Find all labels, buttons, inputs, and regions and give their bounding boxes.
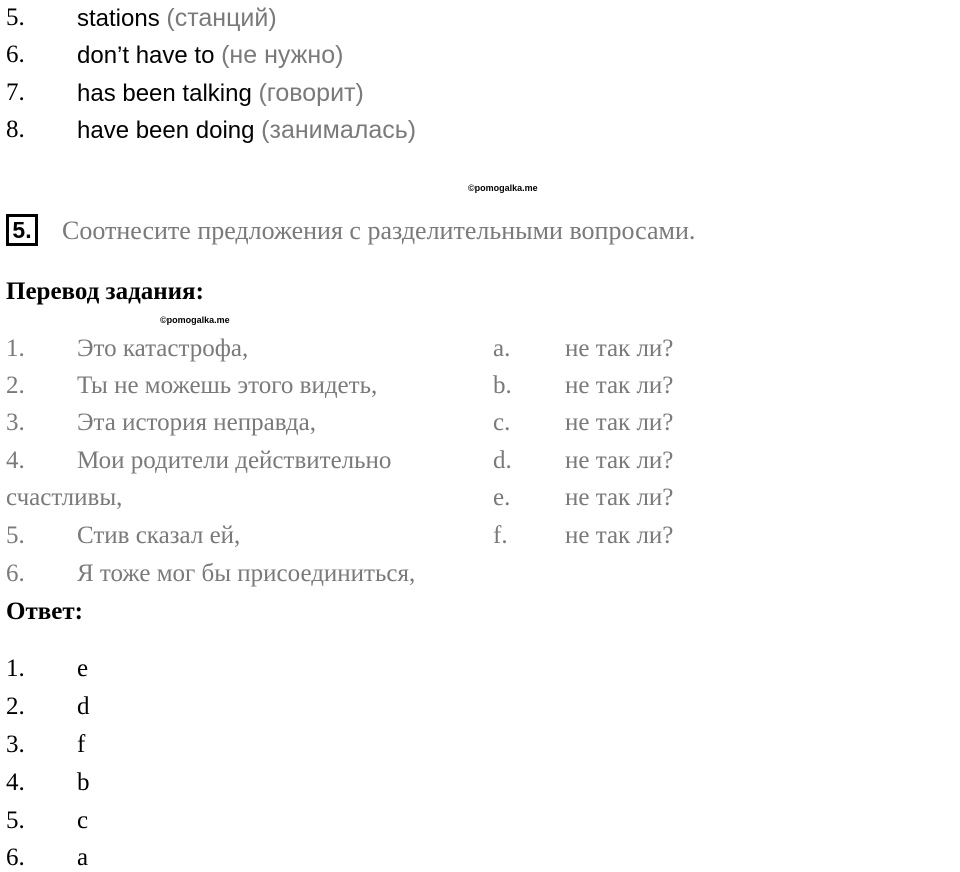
top-list-number: 5. <box>6 4 25 31</box>
sentence-text: Я тоже мог бы присоединиться, <box>77 560 416 587</box>
tag-letter: a. <box>493 335 511 362</box>
english-text: stations <box>77 5 160 32</box>
tag-text: не так ли? <box>565 409 674 436</box>
tag-letter: c. <box>493 409 511 436</box>
sentence-number: 3. <box>6 409 25 436</box>
watermark: ©pomogalka.me <box>160 315 230 325</box>
russian-translation: (говорит) <box>258 79 364 107</box>
sentence-text-continued: счастливы, <box>6 484 123 511</box>
watermark: ©pomogalka.me <box>468 183 538 193</box>
top-list-english <box>77 116 416 145</box>
top-list-number: 7. <box>6 79 25 106</box>
sentence-text: Мои родители действительно <box>77 447 392 474</box>
exercise-instruction: Соотнесите предложения с разделительными вопросами. <box>62 216 696 245</box>
tag-letter: f. <box>493 522 508 549</box>
answer-letter: e <box>77 655 89 682</box>
sentence-text: Эта история неправда, <box>77 409 316 436</box>
tag-text: не так ли? <box>565 447 674 474</box>
sentence-text: Ты не можешь этого видеть, <box>77 372 378 399</box>
answer-number: 6. <box>6 844 25 871</box>
answer-number: 4. <box>6 769 25 796</box>
tag-text: не так ли? <box>565 372 674 399</box>
russian-translation: (не нужно) <box>221 41 344 69</box>
sentence-number: 2. <box>6 372 25 399</box>
sentence-number: 1. <box>6 335 25 362</box>
sentence-text: Стив сказал ей, <box>77 522 241 549</box>
russian-translation: (станций) <box>166 4 277 32</box>
tag-letter: d. <box>493 447 512 474</box>
english-text: don’t have to <box>77 42 215 69</box>
tag-letter: e. <box>493 484 511 511</box>
answer-letter: f <box>77 731 86 758</box>
tag-letter: b. <box>493 372 512 399</box>
sentence-number: 6. <box>6 560 25 587</box>
answer-letter: b <box>77 769 90 796</box>
sentence-number: 5. <box>6 522 25 549</box>
top-list-english <box>77 79 364 108</box>
answer-letter: a <box>77 844 89 871</box>
tag-text: не так ли? <box>565 484 674 511</box>
english-text: has been talking <box>77 80 252 107</box>
answer-letter: d <box>77 693 90 720</box>
russian-translation: (занималась) <box>261 116 417 144</box>
answer-number: 1. <box>6 655 25 682</box>
answer-letter: c <box>77 807 89 834</box>
answer-number: 3. <box>6 731 25 758</box>
exercise-number-box: 5. <box>6 214 38 246</box>
answer-number: 5. <box>6 807 25 834</box>
sentence-number: 4. <box>6 447 25 474</box>
tag-text: не так ли? <box>565 335 674 362</box>
answer-number: 2. <box>6 693 25 720</box>
top-list-english <box>77 4 277 33</box>
english-text: have been doing <box>77 117 255 144</box>
sentence-text: Это катастрофа, <box>77 335 249 362</box>
translation-heading: Перевод задания: <box>6 278 204 305</box>
answer-heading: Ответ: <box>6 598 83 625</box>
top-list-number: 8. <box>6 116 25 143</box>
top-list-number: 6. <box>6 41 25 68</box>
tag-text: не так ли? <box>565 522 674 549</box>
top-list-english <box>77 41 343 70</box>
